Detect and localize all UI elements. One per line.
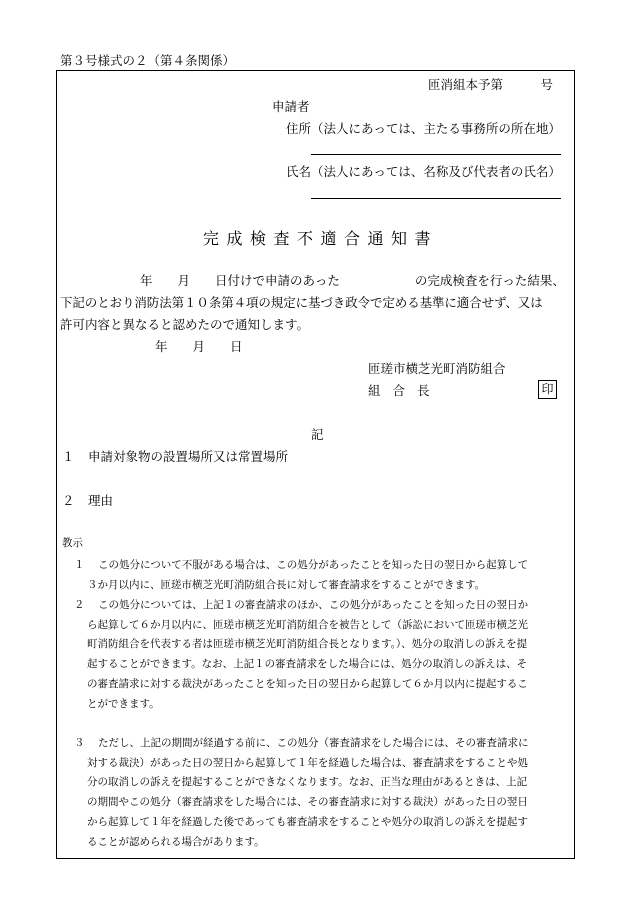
kyoji-heading: 教示	[62, 537, 83, 549]
name-underline	[311, 198, 561, 199]
form-label: 第３号様式の２（第４条関係）	[60, 53, 236, 68]
ki-heading: 記	[311, 427, 324, 442]
kyoji-item-1	[74, 556, 574, 595]
kyoji-item-3	[74, 734, 574, 852]
kyoji-item-3-line-3: 分の取消しの訴えを提起することができなくなります。なお、正当な理由があるときは、上記	[87, 776, 528, 789]
notice-date: 年 月 日	[155, 339, 243, 354]
kyoji-item-3-line-4: の期間やこの処分（審査請求をした場合には、その審査請求に対する裁決）があった日の翌日	[87, 796, 528, 809]
kyoji-item-2-line-6: とができます。	[87, 697, 160, 710]
applicant-address-label: 住所（法人にあっては、主たる事務所の所在地）	[286, 121, 561, 136]
address-underline	[311, 154, 561, 155]
kyoji-item-1-number: １	[74, 559, 85, 571]
item-2-number: ２	[62, 493, 75, 508]
kyoji-item-2-line-1: この処分については、上記１の審査請求のほか、この処分があったことを知った日の翌日か	[98, 599, 529, 611]
kyoji-item-3-line-2: 対する裁決）があった日の翌日から起算して１年を経過した場合は、審査請求をすることや処	[87, 756, 528, 769]
page-title: 完成検査不適合通知書	[203, 229, 439, 248]
item-1-number: １	[62, 449, 75, 464]
applicant-name-label: 氏名（法人にあっては、名称及び代表者の氏名）	[286, 164, 561, 179]
body-line-1: 年 月 日付けで申請のあった の完成検査を行った結果、	[140, 273, 565, 288]
kyoji-item-2	[74, 596, 574, 714]
kyoji-item-1-line-2: ３か月以内に、匝瑳市横芝光町消防組合長に対して審査請求をすることができます。	[87, 578, 486, 591]
kyoji-item-2-line-5: の審査請求に対する裁決があったことを知った日の翌日から起算して６か月以内に提起するこ	[87, 677, 528, 690]
kyoji-item-2-line-2: ら起算して６か月以内に、匝瑳市横芝光町消防組合を被告として（訴訟において匝瑳市横芝光	[87, 618, 528, 631]
applicant-heading: 申請者	[272, 99, 310, 114]
body-line-3: 許可内容と異なると認めたので通知します。	[60, 317, 310, 332]
kyoji-item-1-line-1: この処分について不服がある場合は、この処分があったことを知った日の翌日から起算して	[98, 559, 529, 571]
item-1-text: 申請対象物の設置場所又は常置場所	[88, 449, 289, 464]
seal-box: 印	[538, 380, 557, 399]
kyoji-item-2-number: ２	[74, 599, 85, 611]
issuer-organization: 匝瑳市横芝光町消防組合	[368, 361, 506, 376]
kyoji-item-3-line-1: ただし、上記の期間が経過する前に、この処分（審査請求をした場合には、その審査請求に	[98, 737, 529, 749]
item-2-text: 理由	[88, 493, 114, 508]
issuer-title: 組 合 長	[368, 383, 434, 398]
kyoji-item-3-number: ３	[74, 737, 85, 749]
document-number: 匝消組本予第 号	[428, 77, 554, 92]
kyoji-item-3-line-5: から起算して１年を経過した後であっても審査請求をすることや処分の取消しの訴えを提起す	[87, 815, 528, 828]
kyoji-item-2-line-4: 起することができます。なお、上記１の審査請求をした場合には、処分の取消しの訴えは、そ	[87, 658, 528, 671]
kyoji-item-3-line-6: ることが認められる場合があります。	[87, 835, 265, 848]
kyoji-item-2-line-3: 町消防組合を代表する者は匝瑳市横芝光町消防組合長となります。）、処分の取消しの訴えを提	[87, 638, 528, 651]
body-line-2: 下記のとおり消防法第１０条第４項の規定に基づき政令で定める基準に適合せず、又は	[60, 295, 543, 310]
